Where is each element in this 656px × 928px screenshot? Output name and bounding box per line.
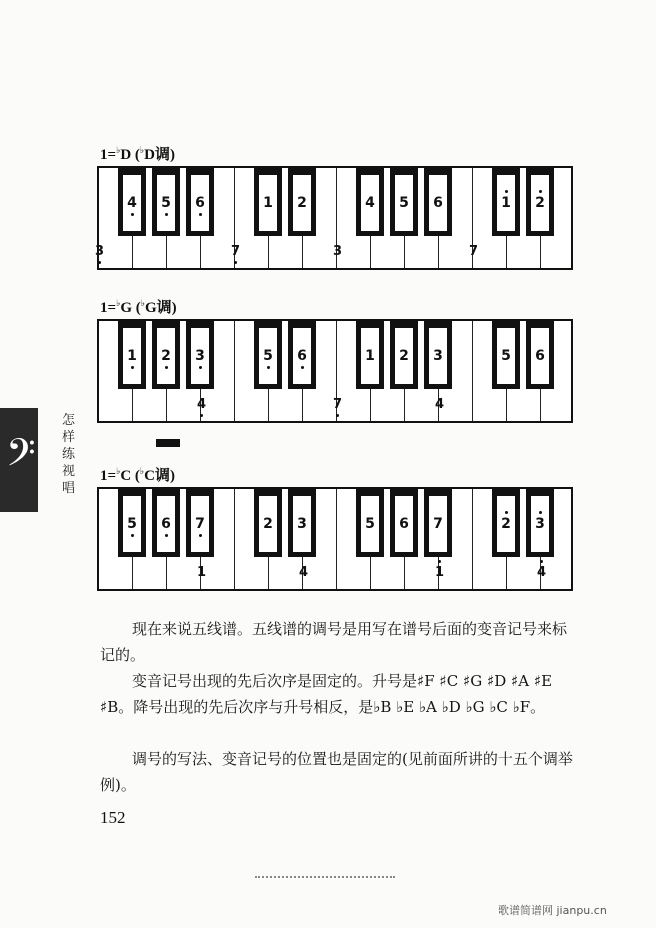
keyboard-title-cb: [100, 464, 175, 485]
white-key-divider: [472, 489, 473, 589]
white-key-label: [197, 565, 206, 580]
black-key-label: 7: [195, 516, 205, 532]
white-key-label: [435, 397, 444, 412]
black-key-label: 2: [263, 516, 273, 532]
footer-divider: [255, 876, 395, 880]
black-key[interactable]: [526, 489, 554, 557]
paragraph-2: 变音记号出现的先后次序是固定的。升号是♯F ♯C ♯G ♯D ♯A ♯E ♯B。降号出现的先后次序与升号相反，是♭B ♭E ♭A ♭D ♭G ♭C ♭F。: [100, 672, 553, 716]
white-key-number: 3: [333, 244, 343, 259]
black-key-label: 3: [297, 516, 307, 532]
black-key-label: 1: [127, 348, 137, 364]
black-key-label-box: [361, 175, 379, 231]
black-key-label: 1: [365, 348, 375, 364]
flat-sign: ♭: [116, 298, 121, 308]
black-key[interactable]: [152, 321, 180, 389]
black-key-label: 4: [127, 195, 137, 211]
black-key-label-box: [497, 175, 515, 231]
black-key-label: 3: [535, 516, 545, 532]
black-key-label-box: [191, 496, 209, 552]
white-key-label: [231, 244, 240, 259]
black-key-label-box: [531, 496, 549, 552]
black-key-label: 5: [365, 516, 375, 532]
black-key[interactable]: [152, 168, 180, 236]
black-key[interactable]: [492, 489, 520, 557]
black-key[interactable]: [390, 168, 418, 236]
white-key-number: 1: [197, 565, 207, 580]
white-key-label: [333, 397, 342, 412]
black-key-label: 5: [127, 516, 137, 532]
white-key-label: [469, 244, 478, 259]
white-key-number: 4: [299, 565, 309, 580]
black-key-label-box: [429, 496, 447, 552]
white-key-label: [435, 565, 444, 580]
black-key[interactable]: [492, 321, 520, 389]
white-key-number: 1: [435, 565, 445, 580]
white-key-label: [95, 244, 104, 259]
black-key-label-box: [123, 328, 141, 384]
black-key-label-box: [293, 328, 311, 384]
black-key-label-box: [497, 496, 515, 552]
black-key-label-box: [191, 328, 209, 384]
black-key-label: 5: [161, 195, 171, 211]
flat-sign: ♭: [139, 145, 145, 155]
black-key-label: 6: [535, 348, 545, 364]
piano-keyboard-db: [97, 166, 573, 270]
black-key[interactable]: [254, 489, 282, 557]
black-key-label-box: [361, 328, 379, 384]
black-key[interactable]: [186, 321, 214, 389]
white-key-number: 3: [95, 244, 105, 259]
white-key-label: [537, 565, 546, 580]
black-key[interactable]: [288, 489, 316, 557]
black-key-label: 4: [365, 195, 375, 211]
black-key[interactable]: [118, 489, 146, 557]
black-key-label-box: [395, 496, 413, 552]
white-key-number: 4: [197, 397, 207, 412]
black-key-label: 6: [161, 516, 171, 532]
black-key-label-box: [123, 496, 141, 552]
black-key-label-box: [293, 175, 311, 231]
white-key-number: 7: [469, 244, 479, 259]
section-mark: [156, 439, 180, 447]
page-number: 152: [100, 808, 126, 827]
black-key[interactable]: [152, 489, 180, 557]
black-key-label: 1: [501, 195, 511, 211]
bass-clef-icon: 𝄢: [6, 430, 36, 484]
flat-sign: ♭: [140, 298, 145, 308]
white-key-number: 4: [537, 565, 547, 580]
paragraph-3: 调号的写法、变音记号的位置也是固定的(见前面所讲的十五个调举例)。: [100, 750, 573, 794]
piano-keyboard-gb: [97, 319, 573, 423]
black-key-label-box: [157, 175, 175, 231]
black-key-label-box: [157, 328, 175, 384]
black-key-label: 6: [195, 195, 205, 211]
black-key-label-box: [531, 328, 549, 384]
black-key-label: 2: [501, 516, 511, 532]
white-key-divider: [472, 321, 473, 421]
black-key-label-box: [123, 175, 141, 231]
black-key-label-box: [191, 175, 209, 231]
watermark-text: 歌谱简谱网 jianpu.cn: [498, 904, 607, 917]
piano-keyboard-cb: [97, 487, 573, 591]
white-key-divider: [336, 489, 337, 589]
black-key-label-box: [157, 496, 175, 552]
white-key-label: [333, 244, 342, 259]
black-key-label-box: [361, 496, 379, 552]
black-key[interactable]: [254, 321, 282, 389]
black-key[interactable]: [424, 489, 452, 557]
black-key-label-box: [259, 496, 277, 552]
black-key-label: 5: [501, 348, 511, 364]
black-key[interactable]: [118, 168, 146, 236]
black-key-label: 6: [399, 516, 409, 532]
white-key-divider: [234, 321, 235, 421]
black-key-label-box: [259, 328, 277, 384]
black-key[interactable]: [254, 168, 282, 236]
black-key[interactable]: [118, 321, 146, 389]
black-key[interactable]: [424, 168, 452, 236]
black-key[interactable]: [390, 489, 418, 557]
black-key-label: 2: [161, 348, 171, 364]
white-key-number: 7: [333, 397, 343, 412]
title-prefix: 1=: [100, 147, 117, 163]
black-key-label-box: [395, 328, 413, 384]
black-key-label: 2: [399, 348, 409, 364]
flat-sign: ♭: [139, 466, 145, 476]
title-prefix: 1=: [100, 300, 117, 316]
title-rest: D调): [144, 147, 175, 163]
black-key-label-box: [497, 328, 515, 384]
black-key[interactable]: [390, 321, 418, 389]
black-key[interactable]: [288, 168, 316, 236]
black-key-label-box: [395, 175, 413, 231]
black-key[interactable]: [526, 321, 554, 389]
black-key[interactable]: [186, 489, 214, 557]
black-key[interactable]: [356, 489, 384, 557]
black-key-label: 7: [433, 516, 443, 532]
black-key-label-box: [293, 496, 311, 552]
black-key[interactable]: [356, 321, 384, 389]
black-key-label-box: [429, 328, 447, 384]
black-key[interactable]: [186, 168, 214, 236]
black-key[interactable]: [288, 321, 316, 389]
paragraph-1: 现在来说五线谱。五线谱的调号是用写在谱号后面的变音记号来标记的。: [100, 620, 568, 664]
black-key-label: 1: [263, 195, 273, 211]
black-key-label-box: [429, 175, 447, 231]
title-rest: C调): [144, 468, 175, 484]
black-key-label: 2: [297, 195, 307, 211]
flat-sign: ♭: [116, 145, 121, 155]
white-key-divider: [234, 489, 235, 589]
chapter-tab: [0, 408, 38, 512]
black-key[interactable]: [424, 321, 452, 389]
black-key[interactable]: [492, 168, 520, 236]
keyboard-title-db: [100, 143, 175, 164]
black-key[interactable]: [526, 168, 554, 236]
flat-sign: ♭: [116, 466, 121, 476]
title-prefix: 1=: [100, 468, 117, 484]
black-key-label: 6: [433, 195, 443, 211]
white-key-label: [299, 565, 308, 580]
black-key-label: 3: [433, 348, 443, 364]
black-key-label-box: [259, 175, 277, 231]
black-key-label: 6: [297, 348, 307, 364]
title-rest: G调): [144, 300, 177, 316]
white-key-number: 7: [231, 244, 241, 259]
black-key-label: 5: [399, 195, 409, 211]
black-key-label-box: [531, 175, 549, 231]
black-key-label: 3: [195, 348, 205, 364]
black-key-label: 2: [535, 195, 545, 211]
keyboard-title-gb: [100, 296, 177, 317]
title-key: D (: [120, 147, 140, 163]
black-key-label: 5: [263, 348, 273, 364]
white-key-number: 4: [435, 397, 445, 412]
black-key[interactable]: [356, 168, 384, 236]
title-key: G (: [120, 300, 141, 316]
chapter-vertical-title: 怎样练视唱: [62, 413, 76, 496]
title-key: C (: [120, 468, 140, 484]
white-key-label: [197, 397, 206, 412]
